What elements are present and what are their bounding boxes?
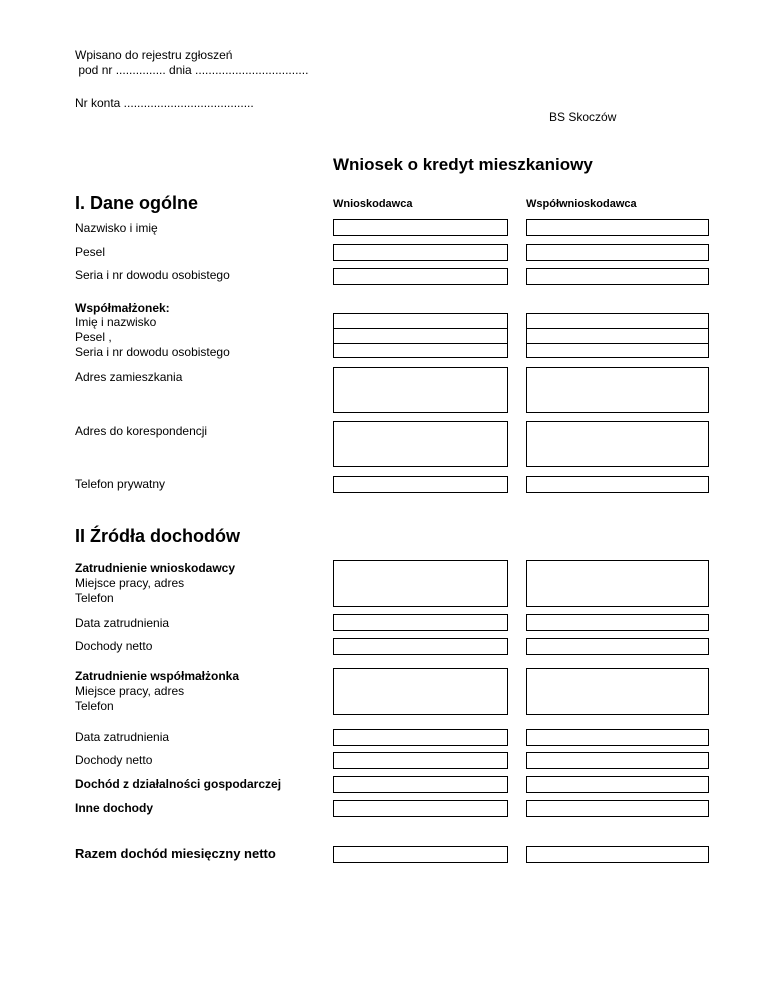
coapplicant-spouse-emp-date-field[interactable]	[526, 729, 709, 746]
applicant-pesel-field[interactable]	[333, 244, 508, 261]
label-id-card: Seria i nr dowodu osobistego	[75, 268, 230, 282]
bank-name: BS Skoczów	[549, 110, 617, 124]
applicant-spouse-id-field[interactable]	[334, 344, 507, 358]
applicant-business-field[interactable]	[333, 776, 508, 793]
label-other: Inne dochody	[75, 801, 153, 815]
applicant-emp-date-field[interactable]	[333, 614, 508, 631]
applicant-income-field[interactable]	[333, 638, 508, 655]
label-correspondence: Adres do korespondencji	[75, 424, 208, 438]
coapplicant-phone-field[interactable]	[526, 476, 709, 493]
label-spouse-name: Imię i nazwisko	[75, 315, 157, 329]
label-emp-spouse: Zatrudnienie współmałżonka	[75, 669, 240, 683]
label-sp-phone: Telefon	[75, 699, 114, 713]
section1-heading: I. Dane ogólne	[75, 193, 199, 213]
applicant-name-field[interactable]	[333, 219, 508, 236]
coapplicant-spouse-name-field[interactable]	[527, 314, 708, 329]
coapplicant-name-field[interactable]	[526, 219, 709, 236]
applicant-spouse-income-field[interactable]	[333, 752, 508, 769]
label-sp-date: Data zatrudnienia	[75, 730, 170, 744]
label-emp-date: Data zatrudnienia	[75, 616, 170, 630]
applicant-other-field[interactable]	[333, 800, 508, 817]
applicant-spouse-name-field[interactable]	[334, 314, 507, 329]
label-business: Dochód z działalności gospodarczej	[75, 777, 282, 791]
coapplicant-spouse-fields[interactable]	[526, 313, 709, 358]
coapplicant-business-field[interactable]	[526, 776, 709, 793]
label-spouse: Współmałżonek:	[75, 301, 170, 315]
label-name: Nazwisko i imię	[75, 221, 158, 235]
col-coapplicant-header: Współwnioskodawca	[526, 198, 637, 210]
coapplicant-total-field[interactable]	[526, 846, 709, 863]
applicant-workplace-field[interactable]	[333, 560, 508, 607]
applicant-id-field[interactable]	[333, 268, 508, 285]
coapplicant-other-field[interactable]	[526, 800, 709, 817]
coapplicant-spouse-workplace-field[interactable]	[526, 668, 709, 715]
coapplicant-spouse-pesel-field[interactable]	[527, 329, 708, 344]
label-emp-income: Dochody netto	[75, 639, 153, 653]
label-emp-place: Miejsce pracy, adres	[75, 576, 185, 590]
label-address: Adres zamieszkania	[75, 370, 183, 384]
applicant-spouse-emp-date-field[interactable]	[333, 729, 508, 746]
label-spouse-pesel: Pesel ,	[75, 330, 112, 344]
coapplicant-income-field[interactable]	[526, 638, 709, 655]
coapplicant-id-field[interactable]	[526, 268, 709, 285]
label-total: Razem dochód miesięczny netto	[75, 846, 276, 861]
coapplicant-spouse-id-field[interactable]	[527, 344, 708, 358]
form-title: Wniosek o kredyt mieszkaniowy	[333, 155, 593, 174]
applicant-spouse-workplace-field[interactable]	[333, 668, 508, 715]
coapplicant-pesel-field[interactable]	[526, 244, 709, 261]
label-pesel: Pesel	[75, 245, 106, 259]
registry-line-2: pod nr ............... dnia ..................................	[75, 63, 309, 77]
applicant-phone-field[interactable]	[333, 476, 508, 493]
applicant-correspondence-field[interactable]	[333, 421, 508, 467]
coapplicant-emp-date-field[interactable]	[526, 614, 709, 631]
label-phone: Telefon prywatny	[75, 477, 166, 491]
account-number: Nr konta .......................................	[75, 96, 254, 110]
label-emp-phone: Telefon	[75, 591, 114, 605]
coapplicant-workplace-field[interactable]	[526, 560, 709, 607]
applicant-total-field[interactable]	[333, 846, 508, 863]
coapplicant-address-field[interactable]	[526, 367, 709, 413]
label-emp-applicant: Zatrudnienie wnioskodawcy	[75, 561, 236, 575]
label-sp-income: Dochody netto	[75, 753, 153, 767]
applicant-address-field[interactable]	[333, 367, 508, 413]
applicant-spouse-fields[interactable]	[333, 313, 508, 358]
col-applicant-header: Wnioskodawca	[333, 198, 413, 210]
coapplicant-spouse-income-field[interactable]	[526, 752, 709, 769]
label-sp-place: Miejsce pracy, adres	[75, 684, 185, 698]
section2-heading: II Źródła dochodów	[75, 526, 240, 546]
coapplicant-correspondence-field[interactable]	[526, 421, 709, 467]
applicant-spouse-pesel-field[interactable]	[334, 329, 507, 344]
label-spouse-id: Seria i nr dowodu osobistego	[75, 345, 230, 359]
registry-line-1: Wpisano do rejestru zgłoszeń	[75, 48, 233, 62]
